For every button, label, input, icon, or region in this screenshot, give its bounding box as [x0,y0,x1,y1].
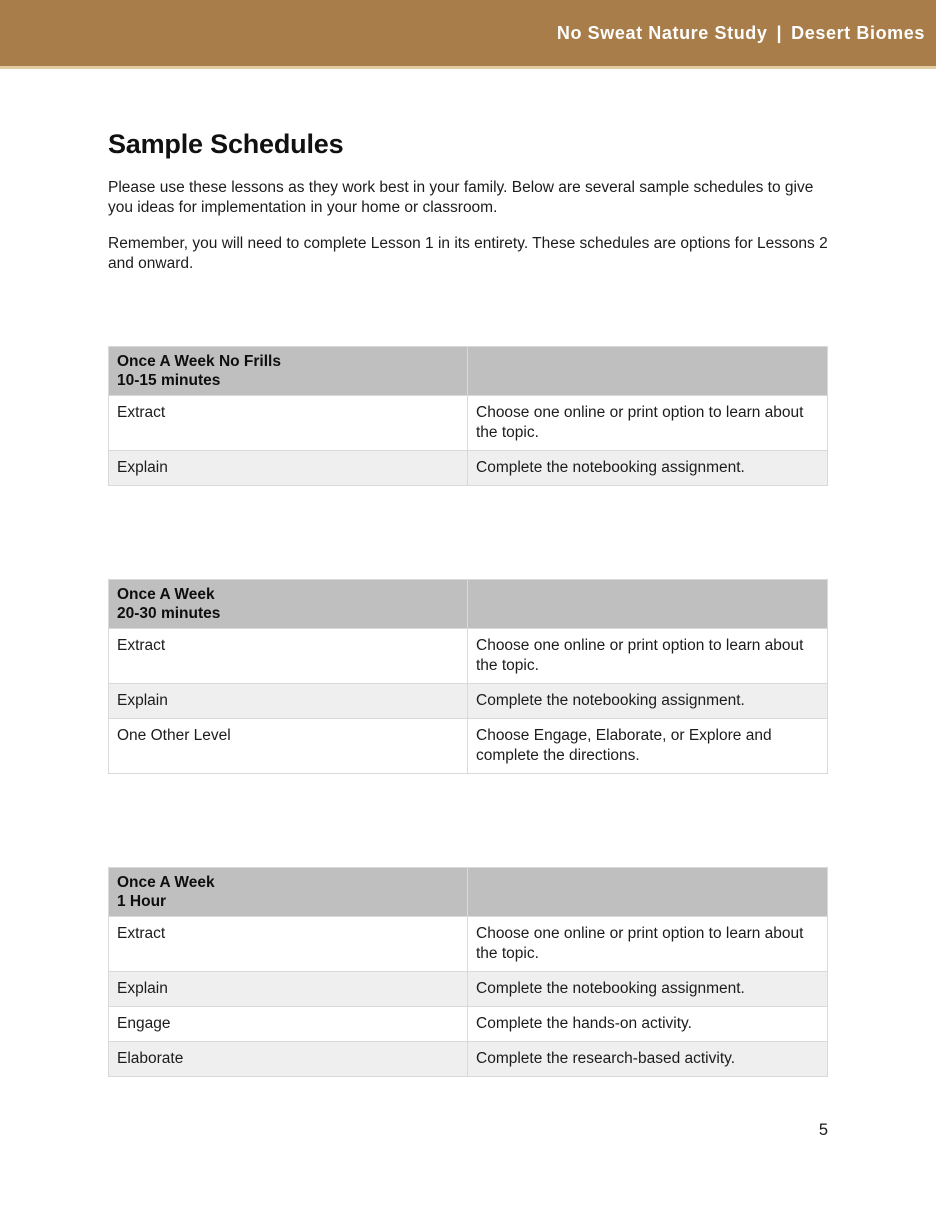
schedule-description-cell: Complete the notebooking assignment. [468,451,828,486]
schedule-step-cell: Extract [109,629,468,684]
schedule-row [109,684,828,719]
schedule-table-header-cell [109,580,468,629]
page-number: 5 [818,1121,828,1139]
schedule-description-cell: Choose one online or print option to learn about the topic. [468,629,828,684]
schedule-tables [108,346,828,1077]
schedule-step-cell: Elaborate [109,1042,468,1077]
page-content [108,129,828,1077]
schedule-table [108,579,828,774]
schedule-duration: 10-15 minutes [117,372,221,389]
schedule-description-cell: Choose one online or print option to learn about the topic. [468,917,828,972]
schedule-table-header-cell [109,868,468,917]
schedule-step-cell: Engage [109,1007,468,1042]
schedule-row [109,451,828,486]
schedule-row [109,719,828,774]
schedule-description-cell: Choose one online or print option to learn about the topic. [468,396,828,451]
schedule-table-header-row [109,347,828,396]
schedule-description-cell: Complete the hands-on activity. [468,1007,828,1042]
schedule-duration: 1 Hour [117,893,167,910]
schedule-step-cell: Extract [109,917,468,972]
schedule-description-cell: Complete the notebooking assignment. [468,972,828,1007]
schedule-row [109,1007,828,1042]
schedule-description-cell: Complete the notebooking assignment. [468,684,828,719]
schedule-row [109,1042,828,1077]
schedule-table-header-cell [109,347,468,396]
note-paragraph: Remember, you will need to complete Lesson 1 in its entirety. These schedules are options for Lessons 2 and onward. [108,235,828,272]
schedule-table-header-row [109,580,828,629]
schedule-description-cell: Choose Engage, Elaborate, or Explore and complete the directions. [468,719,828,774]
header-title-separator: | [776,22,783,43]
schedule-table [108,867,828,1077]
schedule-description-cell: Complete the research-based activity. [468,1042,828,1077]
schedule-title: Once A Week No Frills [117,353,281,370]
schedule-row [109,629,828,684]
schedule-step-cell: One Other Level [109,719,468,774]
schedule-duration: 20-30 minutes [117,605,221,622]
schedule-table-header-row [109,868,828,917]
header-series-label: No Sweat Nature Study [556,22,768,43]
header-unit-label: Desert Biomes [791,22,925,43]
schedule-table-header-spacer [468,868,828,917]
schedule-step-cell: Explain [109,972,468,1007]
schedule-row [109,396,828,451]
schedule-row [109,917,828,972]
header-bar [0,0,936,69]
schedule-table-header-spacer [468,580,828,629]
schedule-step-cell: Extract [109,396,468,451]
schedule-table-header-spacer [468,347,828,396]
intro-paragraph: Please use these lessons as they work best in your family. Below are several sample schedules to give you ideas for implementation in your home or classroom. [108,179,814,216]
schedule-title: Once A Week [117,586,215,603]
schedule-step-cell: Explain [109,451,468,486]
schedule-row [109,972,828,1007]
schedule-title: Once A Week [117,874,215,891]
page-title: Sample Schedules [108,129,344,159]
schedule-step-cell: Explain [109,684,468,719]
schedule-table [108,346,828,486]
header-title [557,23,925,44]
